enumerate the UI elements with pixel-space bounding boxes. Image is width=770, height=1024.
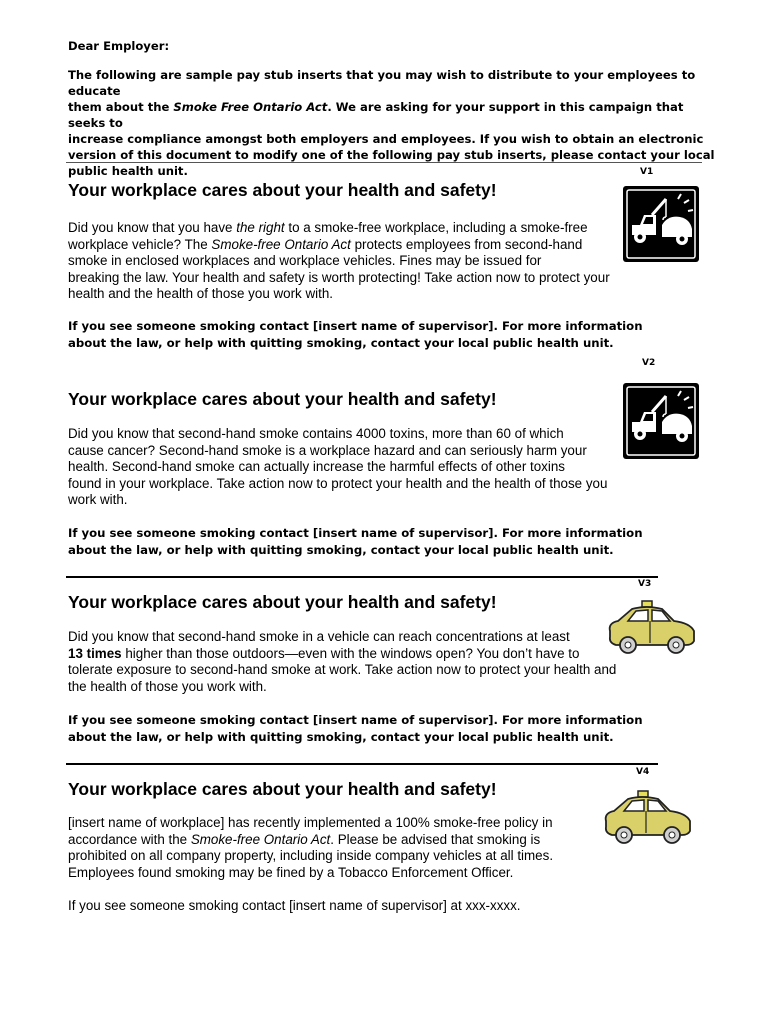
version-tag-v1: V1 [640,167,654,177]
insert-body-v2: Did you know that second-hand smoke contains 4000 toxins, more than 60 of which cause cancer? Second-hand smoke is a workplace hazard and can seriously harm your health. Second-hand smoke can actually increase the harmful effects of other toxins found in your workplace. Take action now to protect your health and the health of those you work with. [68,426,608,507]
version-tag-v3: V3 [638,579,652,589]
insert-heading-v3: Your workplace cares about your health and safety! [68,592,497,612]
greeting: Dear Employer: [68,39,170,53]
insert-body-v4: [insert name of workplace] has recently implemented a 100% smoke-free policy in accordance with the Smoke-free Ontario Act. Please be advised that smoking is prohibited on all company property, including inside company vehicles at all times. Employees found smoking may be fined by a Tobacco Enforcement Officer. [68,815,554,880]
insert-cta-v3: If you see someone smoking contact [insert name of supervisor]. For more information about the law, or help with quitting smoking, contact your local public health unit. [68,713,643,744]
insert-heading-v4: Your workplace cares about your health and safety! [68,779,497,799]
tow-truck-icon [622,382,700,460]
section-divider [66,763,658,765]
insert-cta-v2: If you see someone smoking contact [insert name of supervisor]. For more information about the law, or help with quitting smoking, contact your local public health unit. [68,526,643,557]
insert-body-v3: Did you know that second-hand smoke in a vehicle can reach concentrations at least 13 times higher than those outdoors—even with the windows open? You don’t have to tolerate exposure to second-hand smoke at work. Take action now to protect your health and the health of those you work with. [68,629,617,694]
insert-body-v1: Did you know that you have the right to a smoke-free workplace, including a smoke-free workplace vehicle? The Smoke-free Ontario Act protects employees from second-hand smoke in enclosed workplaces and workplace vehicles. Fines may be issued for breaking the law. Your health and safety is worth protecting! Take action now to protect your health and the health of those you work with. [68,220,610,301]
insert-cta-v1: If you see someone smoking contact [insert name of supervisor]. For more information about the law, or help with quitting smoking, contact your local public health unit. [68,319,643,350]
taxi-icon [602,787,694,849]
intro-paragraph: The following are sample pay stub inserts that you may wish to distribute to your employees to educate them about the Smoke Free Ontario Act. We are asking for your support in this campaign that seeks to increase compliance amongst both employers and employees. If you wish to obtain an electronic version of this document to modify one of the following pay stub inserts, please contact your local public health unit. [68,68,715,178]
insert-footer-v4: If you see someone smoking contact [insert name of supervisor] at xxx-xxxx. [68,898,521,913]
taxi-icon [606,597,698,659]
section-divider [66,162,702,163]
section-divider [66,576,658,578]
tow-truck-icon [622,185,700,263]
version-tag-v2: V2 [642,358,656,368]
version-tag-v4: V4 [636,767,650,777]
insert-heading-v1: Your workplace cares about your health and safety! [68,180,497,200]
insert-heading-v2: Your workplace cares about your health and safety! [68,389,497,409]
